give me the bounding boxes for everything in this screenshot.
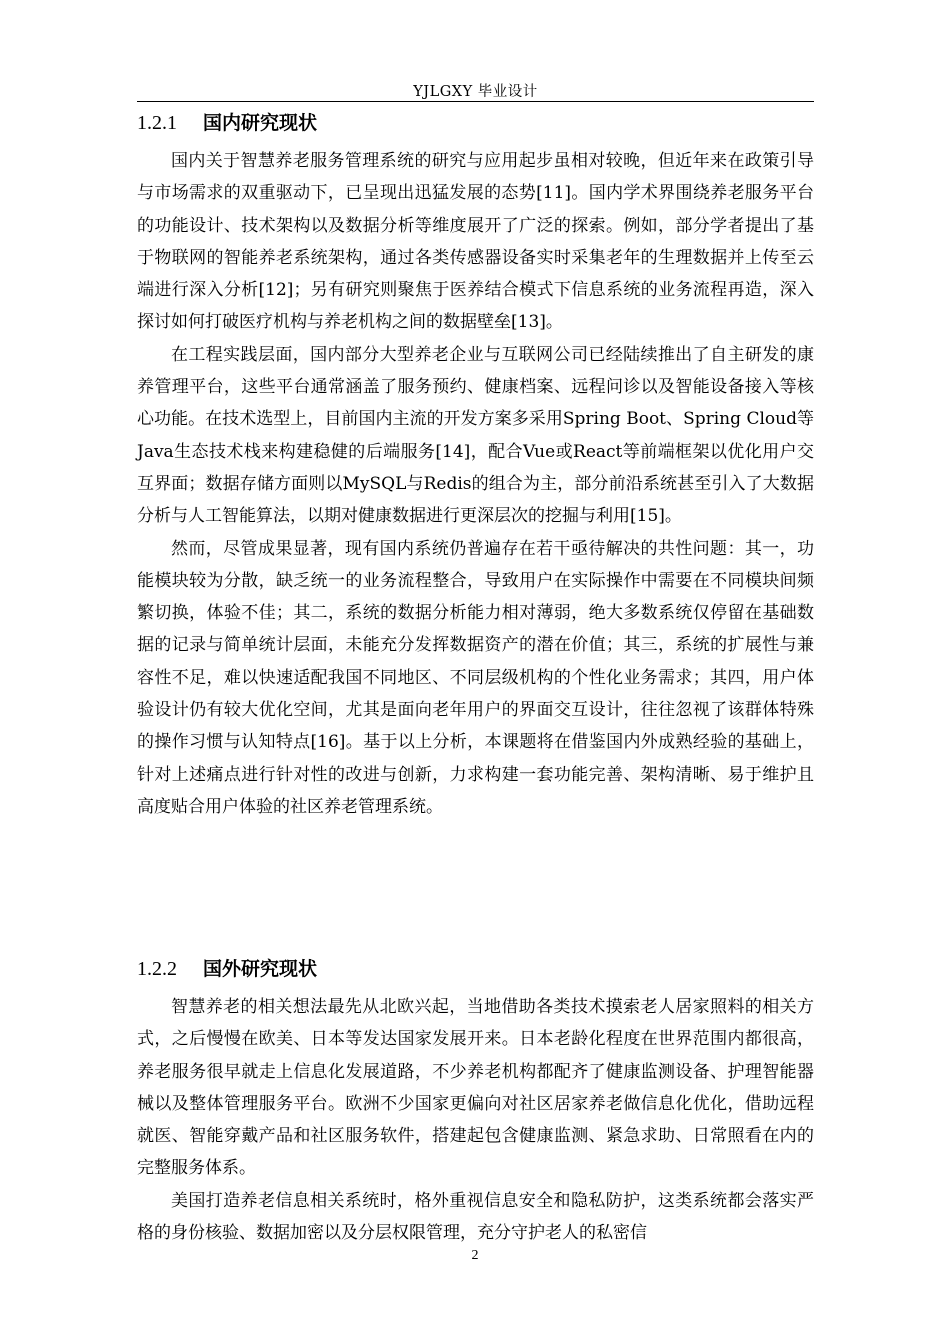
page-header: YJLGXY 毕业设计 bbox=[413, 84, 538, 100]
section-heading-1-2-2 bbox=[137, 954, 317, 981]
page-number: 2 bbox=[471, 1248, 479, 1263]
section-title: 国内研究现状 bbox=[203, 112, 318, 134]
section-heading-1-2-1 bbox=[137, 108, 317, 135]
section-body-1-2-1 bbox=[137, 145, 814, 823]
paragraph: 在工程实践层面，国内部分大型养老企业与互联网公司已经陆续推出了自主研发的康养管理平台，这些平台通常涵盖了服务预约、健康档案、远程问诊以及智能设备接入等核心功能。在技术选型上，目前国内主流的开发方案多采用Spring Boot、Spring Cloud等Java生态技术栈来构建稳健的后端服务[14]，配合Vue或React等前端框架以优化用户交互界面；数据存储方面则以MySQL与Redis的组合为主，部分前沿系统甚至引入了大数据分析与人工智能算法，以期对健康数据进行更深层次的挖掘与利用[15]。 bbox=[137, 344, 814, 527]
paragraph: 智慧养老的相关想法最先从北欧兴起，当地借助各类技术摸索老人居家照料的相关方式，之后慢慢在欧美、日本等发达国家发展开来。日本老龄化程度在世界范围内都很高，养老服务很早就走上信息化发展道路，不少养老机构都配齐了健康监测设备、护理智能器械以及整体管理服务平台。欧洲不少国家更偏向对社区居家养老做信息化优化，借助远程就医、智能穿戴产品和社区服务软件，搭建起包含健康监测、紧急求助、日常照看在内的完整服务体系。 bbox=[137, 997, 814, 1179]
paragraph: 国内关于智慧养老服务管理系统的研究与应用起步虽相对较晚，但近年来在政策引导与市场需求的双重驱动下，已呈现出迅猛发展的态势[11]。国内学术界围绕养老服务平台的功能设计、技术架构以及数据分析等维度展开了广泛的探索。例如，部分学者提出了基于物联网的智能养老系统架构，通过各类传感器设备实时采集老年的生理数据并上传至云端进行深入分析[12]；另有研究则聚焦于医养结合模式下信息系统的业务流程再造，深入探讨如何打破医疗机构与养老机构之间的数据壁垒[13]。 bbox=[137, 151, 814, 333]
section-body-1-2-2 bbox=[137, 991, 814, 1249]
section-title: 国外研究现状 bbox=[203, 958, 318, 980]
header-rule bbox=[137, 101, 814, 102]
paragraph: 然而，尽管成果显著，现有国内系统仍普遍存在若干亟待解决的共性问题：其一，功能模块较为分散，缺乏统一的业务流程整合，导致用户在实际操作中需要在不同模块间频繁切换，体验不佳；其二，系统的数据分析能力相对薄弱，绝大多数系统仅停留在基础数据的记录与简单统计层面，未能充分发挥数据资产的潜在价值；其三，系统的扩展性与兼容性不足，难以快速适配我国不同地区、不同层级机构的个性化业务需求；其四，用户体验设计仍有较大优化空间，尤其是面向老年用户的界面交互设计，往往忽视了该群体特殊的操作习惯与认知特点[16]。基于以上分析，本课题将在借鉴国内外成熟经验的基础上，针对上述痛点进行针对性的改进与创新，力求构建一套功能完善、架构清晰、易于维护且高度贴合用户体验的社区养老管理系统。 bbox=[137, 538, 814, 817]
section-number: 1.2.1 bbox=[137, 112, 177, 134]
paragraph: 美国打造养老信息相关系统时，格外重视信息安全和隐私防护，这类系统都会落实严格的身份核验、数据加密以及分层权限管理，充分守护老人的私密信 bbox=[137, 1190, 814, 1244]
section-number: 1.2.2 bbox=[137, 958, 177, 980]
